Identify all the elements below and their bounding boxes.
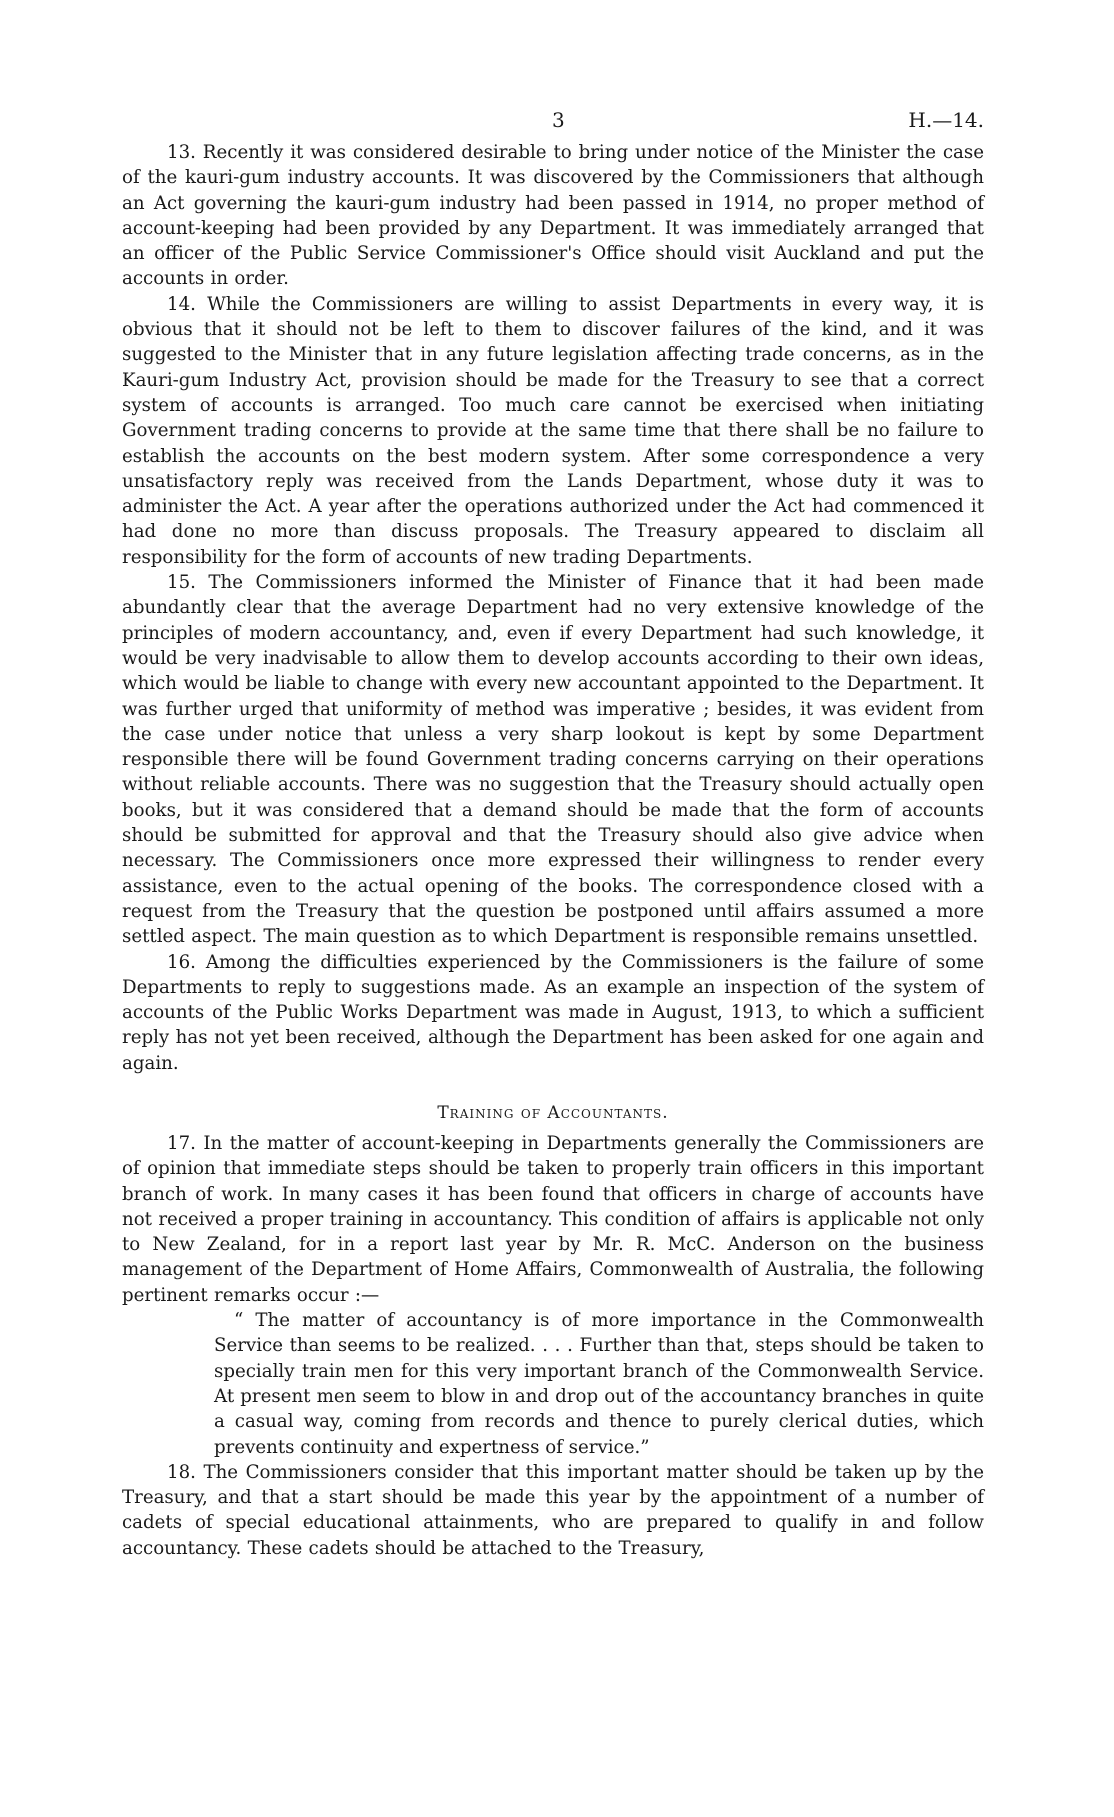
document-reference: H.—14.: [908, 108, 984, 132]
paragraph-15: 15. The Commissioners informed the Minister of Finance that it had been made abundantly clear that the average Department had no very extensive knowledge of the principles of modern accountancy, and, even if every Department had such knowledge, it would be very inadvisable to allow them to develop accounts according to their own ideas, which would be liable to change with every new accountant appointed to the Department. It was further urged that uniformity of method was imperative ; besides, it was evident from the case under notice that unless a very sharp lookout is kept by some Department responsible there will be found Government trading concerns carrying on their operations without reliable accounts. There was no suggestion that the Treasury should actually open books, but it was considered that a demand should be made that the form of accounts should be submitted for approval and that the Treasury should also give advice when necessary. The Commissioners once more expressed their willingness to render every assistance, even to the actual opening of the books. The correspondence closed with a request from the Treasury that the question be postponed until affairs assumed a more settled aspect. The main question as to which Department is responsible remains unsettled.: [122, 572, 984, 948]
paragraph-18: 18. The Commissioners consider that this important matter should be taken up by the Treasury, and that a start should be made this year by the appointment of a number of cadets of special educational attainments, who are prepared to qualify in and follow accountancy. These cadets should be attached to the Treasury,: [122, 1461, 984, 1559]
paragraph-16: 16. Among the difficulties experienced by the Commissioners is the failure of some Departments to reply to suggestions made. As an example an inspection of the system of accounts of the Public Works Department was made in August, 1913, to which a sufficient reply has not yet been received, although the Department has been asked for one again and again.: [122, 951, 984, 1074]
paragraph-13: 13. Recently it was considered desirable to bring under notice of the Minister the case of the kauri-gum industry accounts. It was discovered by the Commissioners that although an Act governing the kauri-gum industry had been passed in 1914, no proper method of account-keeping had been provided by any Department. It was immediately arranged that an officer of the Public Service Commissioner's Office should visit Auckland and put the accounts in order.: [122, 142, 984, 290]
block-quote: “ The matter of accountancy is of more importance in the Commonwealth Service than seems to be realized. . . . Further than that, steps should be taken to specially train men for this very important branch of the Commonwealth Service. At present men seem to blow in and drop out of the accountancy branches in quite a casual way, coming from records and thence to purely clerical duties, which prevents continuity and expertness of service.”: [214, 1310, 984, 1458]
paragraph-17: 17. In the matter of account-keeping in Departments generally the Commissioners are of opinion that immediate steps should be taken to properly train officers in this important branch of work. In many cases it has been found that officers in charge of accounts have not received a proper training in accountancy. This condition of affairs is applicable not only to New Zealand, for in a report last year by Mr. R. McC. Anderson on the business management of the Department of Home Affairs, Commonwealth of Australia, the following pertinent remarks occur :—: [122, 1132, 984, 1306]
page-header: [122, 100, 984, 140]
page-number: 3: [552, 108, 565, 132]
document-page: [122, 100, 984, 1561]
section-heading: Training of Accountants.: [437, 1102, 669, 1123]
paragraph-14: 14. While the Commissioners are willing to assist Departments in every way, it is obvious that it should not be left to them to discover failures of the kind, and it was suggested to the Minister that in any future legislation affecting trade concerns, as in the Kauri-gum Industry Act, provision should be made for the Treasury to see that a correct system of accounts is arranged. Too much care cannot be exercised when initiating Government trading concerns to provide at the same time that there shall be no failure to establish the accounts on the best modern system. After some correspondence a very unsatisfactory reply was received from the Lands Department, whose duty it was to administer the Act. A year after the operations authorized under the Act had commenced it had done no more than discuss proposals. The Treasury appeared to disclaim all responsibility for the form of accounts of new trading Departments.: [122, 293, 984, 568]
